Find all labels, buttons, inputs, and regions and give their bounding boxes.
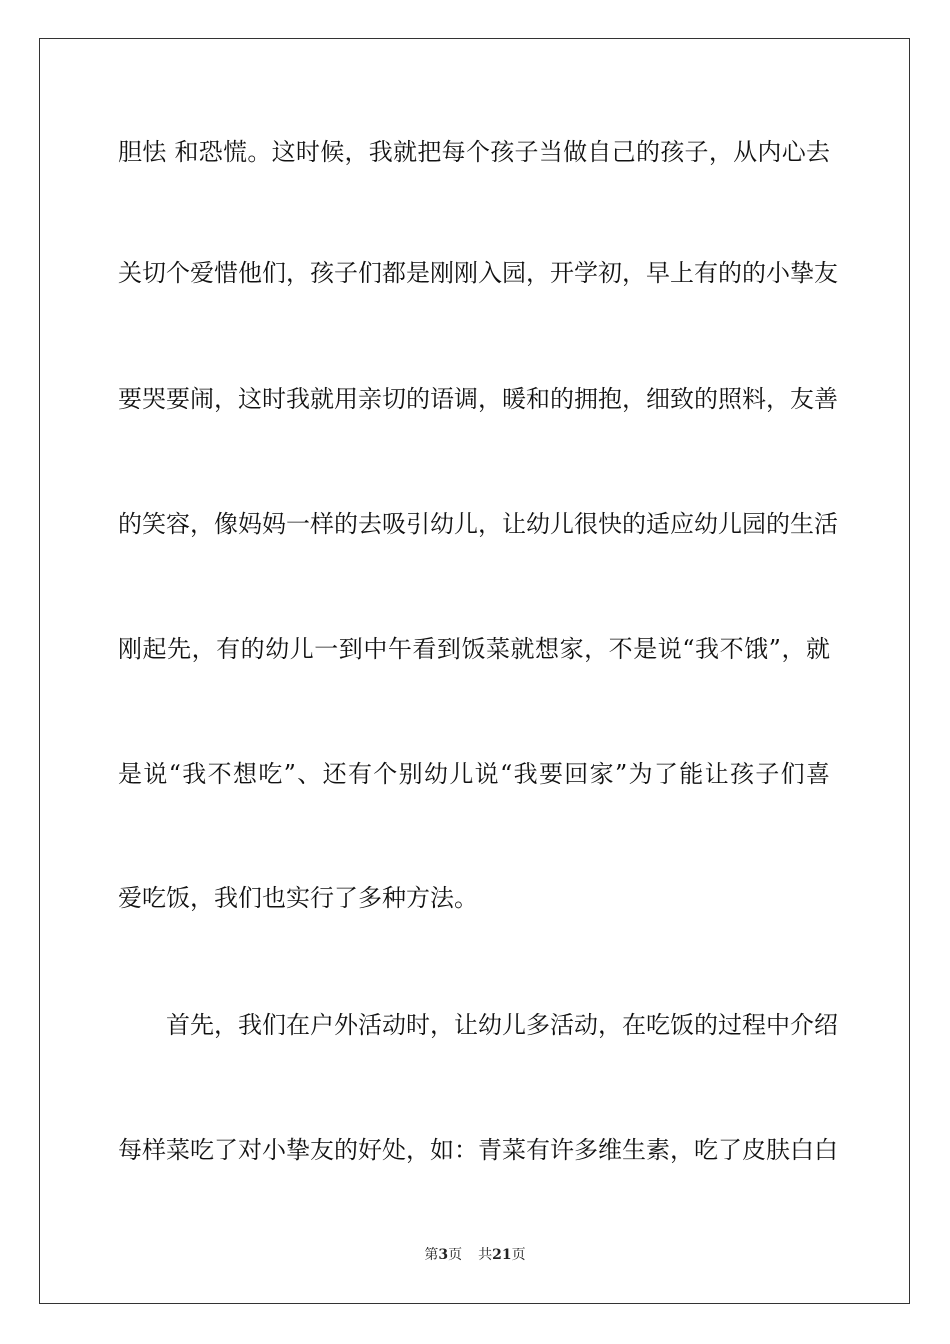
text-line-6: 是说“我不想吃”、还有个别幼儿说“我要回家”为了能让孩子们喜 [118,760,830,788]
page-prefix: 第 [424,1247,439,1263]
text-line-3: 要哭要闹，这时我就用亲切的语调，暖和的拥抱，细致的照料，友善 [118,385,838,413]
text-line-4: 的笑容，像妈妈一样的去吸引幼儿，让幼儿很快的适应幼儿园的生活 [118,510,838,538]
total-pages: 21 [492,1247,512,1263]
text-line-5: 刚起先，有的幼儿一到中午看到饭菜就想家，不是说“我不饿”，就 [118,635,830,663]
page-suffix: 页 [448,1247,463,1263]
page-number: 3 [438,1247,449,1263]
text-line-8: 首先，我们在户外活动时，让幼儿多活动，在吃饭的过程中介绍 [166,1011,838,1039]
total-suffix: 页 [511,1247,526,1263]
text-line-9: 每样菜吃了对小挚友的好处，如：青菜有许多维生素，吃了皮肤白白 [118,1136,838,1164]
text-line-1: 胆怯 和恐慌。这时候，我就把每个孩子当做自己的孩子，从内心去 [118,138,830,166]
page-border [39,38,910,1304]
text-line-7: 爱吃饭，我们也实行了多种方法。 [118,884,478,912]
text-line-2: 关切个爱惜他们，孩子们都是刚刚入园，开学初，早上有的的小挚友 [118,259,838,287]
total-prefix: 共 [478,1247,493,1263]
page-footer [0,1246,950,1264]
